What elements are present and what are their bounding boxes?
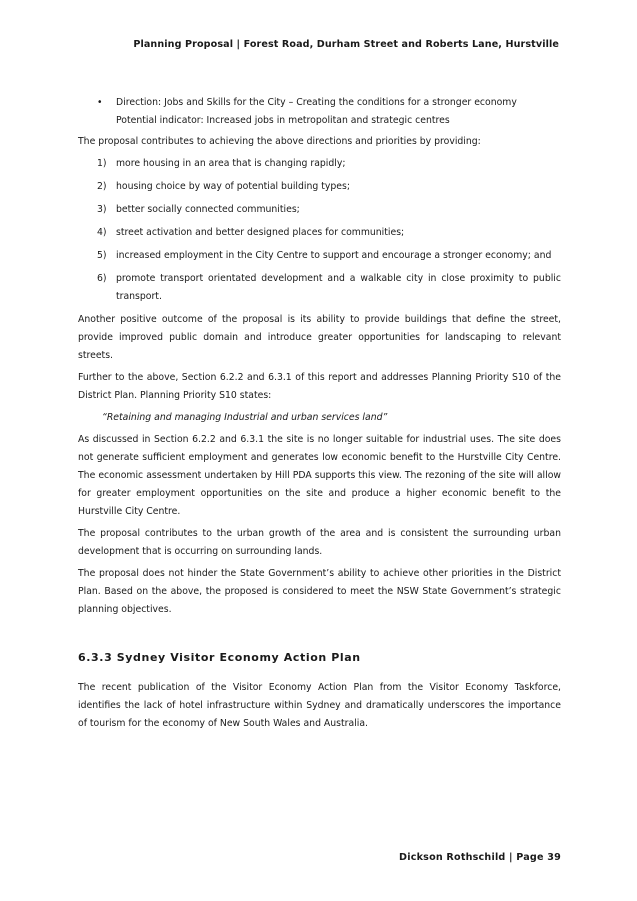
paragraph-industrial-uses: As discussed in Section 6.2.2 and 6.3.1 the site is no longer suitable for industrial uses. The site does not generate sufficient employment and generates low economic benefit to the Hurstville City Centre. The economic assessment undertaken by Hill PDA supports this view. The rezoning of the site will allow for greater employment opportunities on the site and produce a higher economic benefit to the Hurstville City Centre. xyxy=(78,434,561,517)
list-item xyxy=(78,155,561,173)
list-item xyxy=(78,224,561,242)
list-text: housing choice by way of potential building types; xyxy=(116,181,350,192)
list-number: 5) xyxy=(97,250,107,261)
list-number: 4) xyxy=(97,227,107,238)
priorities-list xyxy=(78,155,561,306)
list-number: 3) xyxy=(97,204,107,215)
indicator-text: Potential indicator: Increased jobs in metropolitan and strategic centres xyxy=(116,115,450,126)
list-text: increased employment in the City Centre to support and encourage a stronger economy; and xyxy=(116,250,552,261)
list-text: more housing in an area that is changing rapidly; xyxy=(116,158,346,169)
paragraph-urban-growth: The proposal contributes to the urban growth of the area and is consistent the surrounding urban development that is occurring on surrounding lands. xyxy=(78,528,561,557)
intro-paragraph: The proposal contributes to achieving the above directions and priorities by providing: xyxy=(78,136,481,147)
page-footer: Dickson Rothschild | Page 39 xyxy=(399,852,561,863)
priority-quote: “Retaining and managing Industrial and urban services land” xyxy=(102,412,388,423)
direction-bullet xyxy=(78,94,561,112)
list-text: promote transport orientated development and a walkable city in close proximity to public transport. xyxy=(116,273,561,302)
page-content xyxy=(78,94,561,737)
section-heading: 6.3.3 Sydney Visitor Economy Action Plan xyxy=(78,651,361,664)
list-text: better socially connected communities; xyxy=(116,204,300,215)
list-number: 1) xyxy=(97,158,107,169)
direction-text: Direction: Jobs and Skills for the City – Creating the conditions for a stronger economy xyxy=(116,97,517,108)
bullet-marker: • xyxy=(97,97,103,108)
list-number: 2) xyxy=(97,181,107,192)
list-item xyxy=(78,270,561,306)
list-item xyxy=(78,178,561,196)
paragraph-priority-s10: Further to the above, Section 6.2.2 and 6.3.1 of this report and addresses Planning Priority S10 of the District Plan. Planning Priority S10 states: xyxy=(78,372,561,401)
list-item xyxy=(78,201,561,219)
list-number: 6) xyxy=(97,273,107,284)
list-item xyxy=(78,247,561,265)
paragraph-positive-outcome: Another positive outcome of the proposal is its ability to provide buildings that define the street, provide improved public domain and introduce greater opportunities for landscaping to relevant streets. xyxy=(78,314,561,361)
paragraph-state-government: The proposal does not hinder the State Government’s ability to achieve other priorities in the District Plan. Based on the above, the proposed is considered to meet the NSW State Government’s strategic planning objectives. xyxy=(78,568,561,615)
list-text: street activation and better designed places for communities; xyxy=(116,227,405,238)
section-body: The recent publication of the Visitor Economy Action Plan from the Visitor Economy Taskforce, identifies the lack of hotel infrastructure within Sydney and dramatically underscores the importance of tourism for the economy of New South Wales and Australia. xyxy=(78,682,561,729)
page-header: Planning Proposal | Forest Road, Durham Street and Roberts Lane, Hurstville xyxy=(133,39,559,50)
